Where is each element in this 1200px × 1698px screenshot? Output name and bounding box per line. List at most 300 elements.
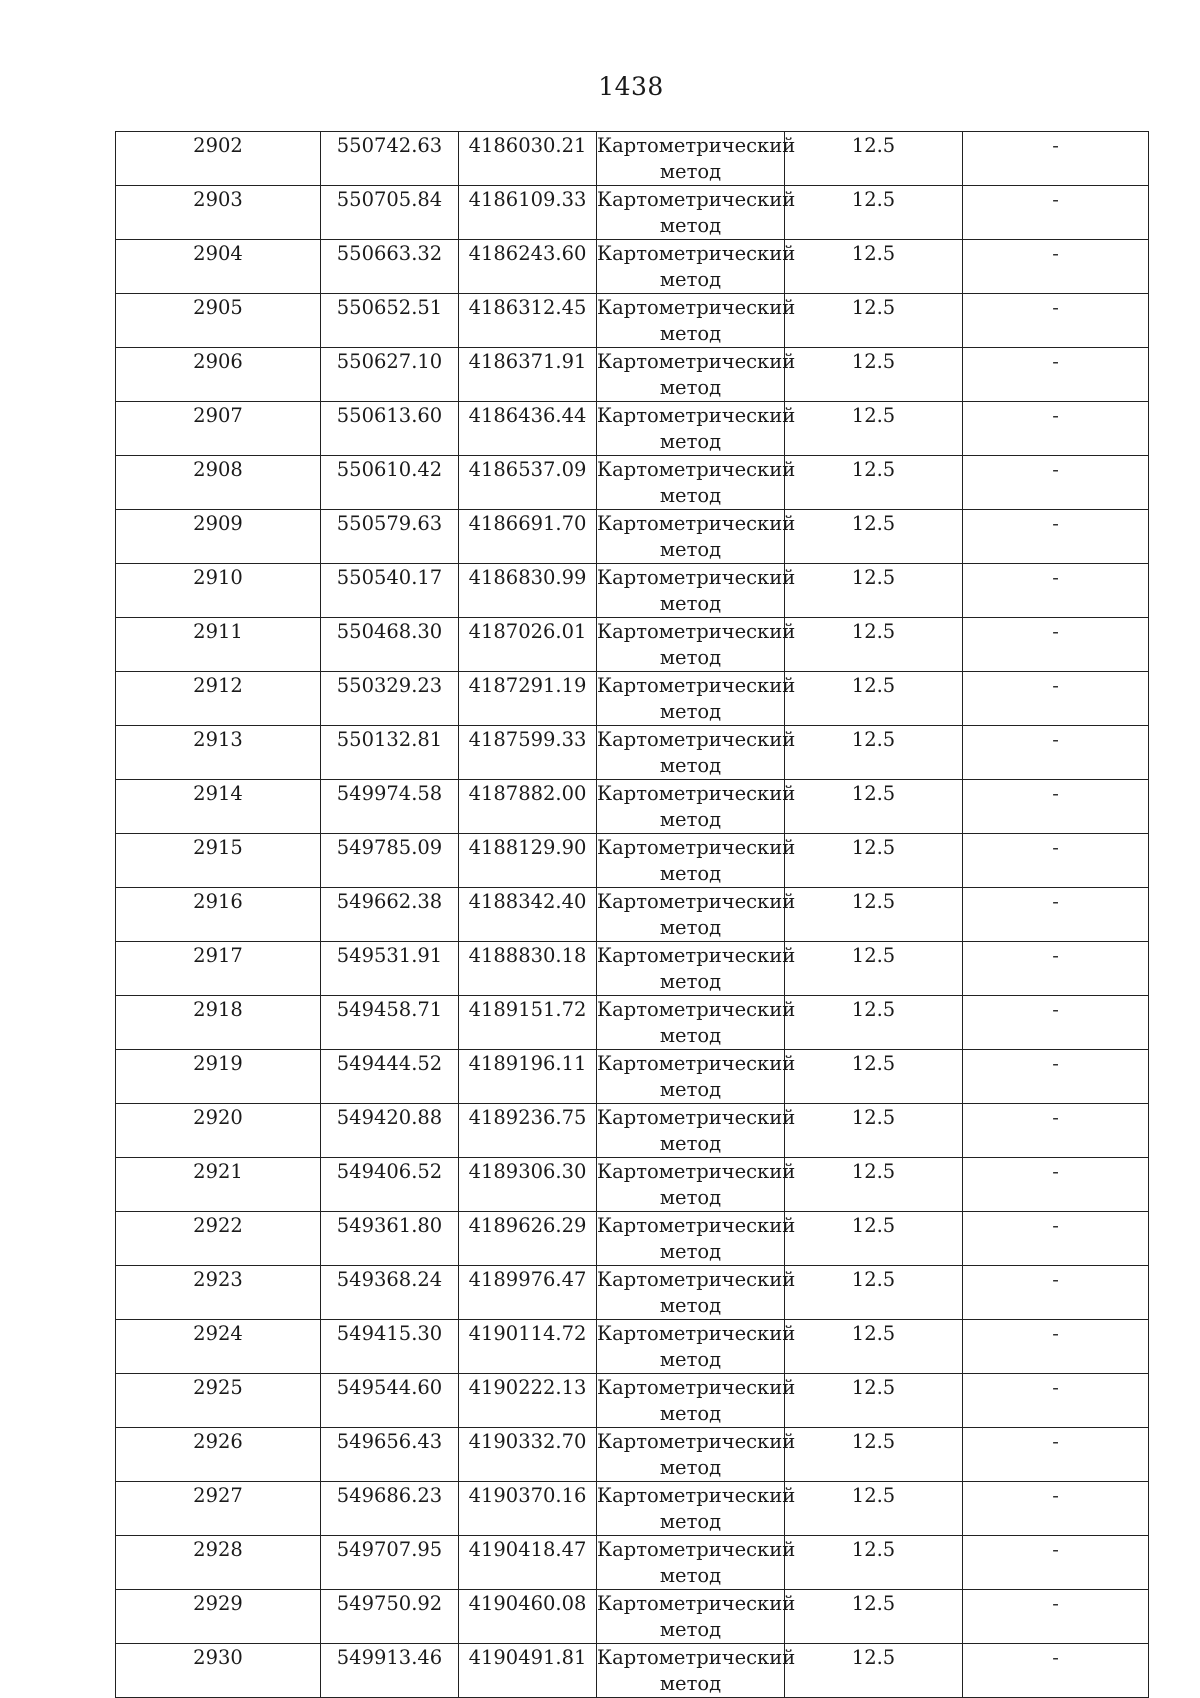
table-row xyxy=(116,1374,1149,1428)
accuracy-cell xyxy=(785,942,963,996)
x-coordinate-cell-text: 550610.42 xyxy=(336,458,443,481)
y-coordinate-cell xyxy=(459,1536,597,1590)
method-cell-text: Картометрический метод xyxy=(597,296,796,345)
point-number-cell-text: 2915 xyxy=(193,836,243,859)
method-cell xyxy=(597,402,796,456)
point-number-cell xyxy=(116,1374,321,1428)
x-coordinate-cell-text: 550132.81 xyxy=(336,728,443,751)
y-coordinate-cell xyxy=(459,672,597,726)
table-row xyxy=(116,348,1149,402)
point-number-cell xyxy=(116,1212,321,1266)
x-coordinate-cell-text: 549656.43 xyxy=(336,1430,443,1453)
point-number-cell xyxy=(116,1050,321,1104)
note-cell xyxy=(963,1266,1149,1320)
accuracy-cell xyxy=(785,240,963,294)
table-row xyxy=(116,186,1149,240)
y-coordinate-cell xyxy=(459,1320,597,1374)
x-coordinate-cell xyxy=(321,1266,459,1320)
method-cell xyxy=(597,1104,796,1158)
y-coordinate-cell-text: 4187599.33 xyxy=(468,728,587,751)
x-coordinate-cell-text: 550705.84 xyxy=(336,188,443,211)
method-cell xyxy=(597,132,796,186)
point-number-cell-text: 2925 xyxy=(193,1376,243,1399)
y-coordinate-cell-text: 4186537.09 xyxy=(468,458,587,481)
accuracy-cell-text: 12.5 xyxy=(851,1160,896,1183)
accuracy-cell-text: 12.5 xyxy=(851,890,896,913)
note-cell xyxy=(963,996,1149,1050)
note-cell-text: - xyxy=(1052,1592,1059,1615)
method-cell xyxy=(597,942,796,996)
method-cell xyxy=(597,240,796,294)
accuracy-cell xyxy=(785,834,963,888)
method-cell-text: Картометрический метод xyxy=(597,458,796,507)
accuracy-cell xyxy=(785,132,963,186)
accuracy-cell xyxy=(785,456,963,510)
table-row xyxy=(116,1320,1149,1374)
point-number-cell-text: 2920 xyxy=(193,1106,243,1129)
method-cell-text: Картометрический метод xyxy=(597,1484,796,1533)
note-cell xyxy=(963,348,1149,402)
accuracy-cell-text: 12.5 xyxy=(851,188,896,211)
accuracy-cell-text: 12.5 xyxy=(851,1376,896,1399)
method-cell-text: Картометрический метод xyxy=(597,1430,796,1479)
note-cell xyxy=(963,1320,1149,1374)
note-cell xyxy=(963,1104,1149,1158)
point-number-cell xyxy=(116,1482,321,1536)
point-number-cell-text: 2916 xyxy=(193,890,243,913)
y-coordinate-cell xyxy=(459,402,597,456)
point-number-cell xyxy=(116,780,321,834)
table-row xyxy=(116,456,1149,510)
x-coordinate-cell-text: 549686.23 xyxy=(336,1484,443,1507)
note-cell-text: - xyxy=(1052,1268,1059,1291)
y-coordinate-cell xyxy=(459,1374,597,1428)
note-cell xyxy=(963,834,1149,888)
y-coordinate-cell xyxy=(459,240,597,294)
point-number-cell-text: 2927 xyxy=(193,1484,243,1507)
method-cell xyxy=(597,888,796,942)
table-row xyxy=(116,564,1149,618)
note-cell xyxy=(963,780,1149,834)
accuracy-cell xyxy=(785,564,963,618)
y-coordinate-cell-text: 4186243.60 xyxy=(468,242,587,265)
y-coordinate-cell-text: 4186312.45 xyxy=(468,296,587,319)
note-cell-text: - xyxy=(1052,1214,1059,1237)
method-cell xyxy=(597,834,796,888)
y-coordinate-cell-text: 4187291.19 xyxy=(468,674,587,697)
accuracy-cell-text: 12.5 xyxy=(851,1646,896,1669)
note-cell-text: - xyxy=(1052,728,1059,751)
table-row xyxy=(116,510,1149,564)
note-cell xyxy=(963,726,1149,780)
method-cell-text: Картометрический метод xyxy=(597,242,796,291)
point-number-cell xyxy=(116,564,321,618)
note-cell xyxy=(963,402,1149,456)
x-coordinate-cell xyxy=(321,132,459,186)
y-coordinate-cell xyxy=(459,1212,597,1266)
method-cell-text: Картометрический метод xyxy=(597,188,796,237)
point-number-cell xyxy=(116,1590,321,1644)
accuracy-cell xyxy=(785,780,963,834)
point-number-cell-text: 2913 xyxy=(193,728,243,751)
method-cell-text: Картометрический метод xyxy=(597,782,796,831)
x-coordinate-cell-text: 549785.09 xyxy=(336,836,443,859)
accuracy-cell-text: 12.5 xyxy=(851,836,896,859)
table-row xyxy=(116,132,1149,186)
note-cell xyxy=(963,294,1149,348)
x-coordinate-cell xyxy=(321,510,459,564)
point-number-cell-text: 2912 xyxy=(193,674,243,697)
note-cell xyxy=(963,1590,1149,1644)
x-coordinate-cell-text: 549707.95 xyxy=(336,1538,443,1561)
point-number-cell-text: 2910 xyxy=(193,566,243,589)
x-coordinate-cell-text: 550742.63 xyxy=(336,134,443,157)
point-number-cell xyxy=(116,996,321,1050)
x-coordinate-cell xyxy=(321,1104,459,1158)
method-cell-text: Картометрический метод xyxy=(597,944,796,993)
table-row xyxy=(116,1536,1149,1590)
point-number-cell-text: 2909 xyxy=(193,512,243,535)
method-cell-text: Картометрический метод xyxy=(597,350,796,399)
method-cell xyxy=(597,564,796,618)
y-coordinate-cell xyxy=(459,1266,597,1320)
coordinates-table xyxy=(115,131,1149,1698)
accuracy-cell-text: 12.5 xyxy=(851,566,896,589)
note-cell-text: - xyxy=(1052,404,1059,427)
method-cell xyxy=(597,672,796,726)
point-number-cell-text: 2929 xyxy=(193,1592,243,1615)
method-cell xyxy=(597,1320,796,1374)
x-coordinate-cell xyxy=(321,402,459,456)
accuracy-cell xyxy=(785,1266,963,1320)
point-number-cell-text: 2917 xyxy=(193,944,243,967)
table-row xyxy=(116,1482,1149,1536)
x-coordinate-cell xyxy=(321,1212,459,1266)
x-coordinate-cell xyxy=(321,672,459,726)
accuracy-cell-text: 12.5 xyxy=(851,1592,896,1615)
note-cell xyxy=(963,1482,1149,1536)
point-number-cell xyxy=(116,186,321,240)
accuracy-cell-text: 12.5 xyxy=(851,1430,896,1453)
y-coordinate-cell-text: 4188830.18 xyxy=(468,944,587,967)
method-cell-text: Картометрический метод xyxy=(597,620,796,669)
y-coordinate-cell xyxy=(459,186,597,240)
method-cell xyxy=(597,510,796,564)
point-number-cell xyxy=(116,1428,321,1482)
point-number-cell-text: 2907 xyxy=(193,404,243,427)
y-coordinate-cell xyxy=(459,618,597,672)
accuracy-cell-text: 12.5 xyxy=(851,134,896,157)
y-coordinate-cell xyxy=(459,942,597,996)
method-cell-text: Картометрический метод xyxy=(597,134,796,183)
x-coordinate-cell-text: 549662.38 xyxy=(336,890,443,913)
note-cell xyxy=(963,1374,1149,1428)
table-row xyxy=(116,240,1149,294)
point-number-cell xyxy=(116,132,321,186)
point-number-cell-text: 2914 xyxy=(193,782,243,805)
y-coordinate-cell-text: 4186109.33 xyxy=(468,188,587,211)
accuracy-cell-text: 12.5 xyxy=(851,1106,896,1129)
point-number-cell-text: 2924 xyxy=(193,1322,243,1345)
x-coordinate-cell-text: 550652.51 xyxy=(336,296,443,319)
point-number-cell-text: 2911 xyxy=(193,620,243,643)
y-coordinate-cell-text: 4190222.13 xyxy=(468,1376,587,1399)
x-coordinate-cell-text: 550627.10 xyxy=(336,350,443,373)
y-coordinate-cell xyxy=(459,726,597,780)
x-coordinate-cell-text: 549531.91 xyxy=(336,944,443,967)
note-cell-text: - xyxy=(1052,1538,1059,1561)
y-coordinate-cell-text: 4189236.75 xyxy=(468,1106,587,1129)
method-cell-text: Картометрический метод xyxy=(597,404,796,453)
accuracy-cell xyxy=(785,1050,963,1104)
method-cell xyxy=(597,1374,796,1428)
method-cell-text: Картометрический метод xyxy=(597,1052,796,1101)
y-coordinate-cell xyxy=(459,132,597,186)
x-coordinate-cell xyxy=(321,564,459,618)
table-row xyxy=(116,1428,1149,1482)
accuracy-cell xyxy=(785,1158,963,1212)
x-coordinate-cell-text: 549361.80 xyxy=(336,1214,443,1237)
method-cell xyxy=(597,1644,796,1698)
x-coordinate-cell-text: 549415.30 xyxy=(336,1322,443,1345)
accuracy-cell-text: 12.5 xyxy=(851,944,896,967)
point-number-cell xyxy=(116,456,321,510)
y-coordinate-cell-text: 4190114.72 xyxy=(468,1322,587,1345)
point-number-cell-text: 2906 xyxy=(193,350,243,373)
x-coordinate-cell xyxy=(321,186,459,240)
y-coordinate-cell xyxy=(459,1482,597,1536)
x-coordinate-cell-text: 549444.52 xyxy=(336,1052,443,1075)
method-cell xyxy=(597,726,796,780)
accuracy-cell xyxy=(785,1536,963,1590)
note-cell-text: - xyxy=(1052,674,1059,697)
table-row xyxy=(116,1050,1149,1104)
x-coordinate-cell xyxy=(321,1050,459,1104)
y-coordinate-cell-text: 4188129.90 xyxy=(468,836,587,859)
x-coordinate-cell xyxy=(321,1158,459,1212)
y-coordinate-cell xyxy=(459,456,597,510)
y-coordinate-cell-text: 4186691.70 xyxy=(468,512,587,535)
point-number-cell xyxy=(116,834,321,888)
y-coordinate-cell xyxy=(459,510,597,564)
accuracy-cell-text: 12.5 xyxy=(851,782,896,805)
note-cell-text: - xyxy=(1052,782,1059,805)
note-cell xyxy=(963,186,1149,240)
accuracy-cell-text: 12.5 xyxy=(851,620,896,643)
table-row xyxy=(116,1104,1149,1158)
accuracy-cell xyxy=(785,186,963,240)
method-cell xyxy=(597,294,796,348)
point-number-cell-text: 2918 xyxy=(193,998,243,1021)
accuracy-cell xyxy=(785,1104,963,1158)
y-coordinate-cell xyxy=(459,1590,597,1644)
note-cell-text: - xyxy=(1052,998,1059,1021)
method-cell-text: Картометрический метод xyxy=(597,1538,796,1587)
table-row xyxy=(116,672,1149,726)
table-row xyxy=(116,1266,1149,1320)
table-row xyxy=(116,1644,1149,1698)
point-number-cell-text: 2926 xyxy=(193,1430,243,1453)
accuracy-cell-text: 12.5 xyxy=(851,512,896,535)
y-coordinate-cell xyxy=(459,1158,597,1212)
x-coordinate-cell xyxy=(321,1590,459,1644)
y-coordinate-cell xyxy=(459,294,597,348)
note-cell-text: - xyxy=(1052,620,1059,643)
note-cell xyxy=(963,888,1149,942)
point-number-cell-text: 2928 xyxy=(193,1538,243,1561)
note-cell-text: - xyxy=(1052,1646,1059,1669)
note-cell-text: - xyxy=(1052,134,1059,157)
method-cell-text: Картометрический метод xyxy=(597,1592,796,1641)
note-cell xyxy=(963,1644,1149,1698)
x-coordinate-cell xyxy=(321,1536,459,1590)
note-cell xyxy=(963,1428,1149,1482)
point-number-cell-text: 2923 xyxy=(193,1268,243,1291)
x-coordinate-cell-text: 550540.17 xyxy=(336,566,443,589)
method-cell xyxy=(597,1212,796,1266)
accuracy-cell-text: 12.5 xyxy=(851,404,896,427)
accuracy-cell xyxy=(785,888,963,942)
y-coordinate-cell xyxy=(459,1428,597,1482)
method-cell-text: Картометрический метод xyxy=(597,836,796,885)
table-row xyxy=(116,618,1149,672)
y-coordinate-cell-text: 4189626.29 xyxy=(468,1214,587,1237)
x-coordinate-cell xyxy=(321,348,459,402)
note-cell xyxy=(963,1536,1149,1590)
accuracy-cell-text: 12.5 xyxy=(851,998,896,1021)
coordinates-table-body xyxy=(116,132,1149,1698)
y-coordinate-cell xyxy=(459,888,597,942)
accuracy-cell xyxy=(785,1320,963,1374)
note-cell-text: - xyxy=(1052,188,1059,211)
method-cell-text: Картометрический метод xyxy=(597,1214,796,1263)
x-coordinate-cell-text: 549750.92 xyxy=(336,1592,443,1615)
table-row xyxy=(116,942,1149,996)
y-coordinate-cell xyxy=(459,348,597,402)
x-coordinate-cell-text: 549368.24 xyxy=(336,1268,443,1291)
x-coordinate-cell xyxy=(321,618,459,672)
point-number-cell xyxy=(116,1320,321,1374)
note-cell xyxy=(963,132,1149,186)
method-cell xyxy=(597,1590,796,1644)
y-coordinate-cell-text: 4186030.21 xyxy=(468,134,587,157)
table-row xyxy=(116,780,1149,834)
accuracy-cell xyxy=(785,1212,963,1266)
table-row xyxy=(116,1158,1149,1212)
x-coordinate-cell-text: 549420.88 xyxy=(336,1106,443,1129)
x-coordinate-cell-text: 550329.23 xyxy=(336,674,443,697)
point-number-cell xyxy=(116,726,321,780)
accuracy-cell xyxy=(785,1590,963,1644)
x-coordinate-cell-text: 550579.63 xyxy=(336,512,443,535)
point-number-cell xyxy=(116,618,321,672)
x-coordinate-cell xyxy=(321,888,459,942)
note-cell-text: - xyxy=(1052,566,1059,589)
table-row xyxy=(116,294,1149,348)
method-cell-text: Картометрический метод xyxy=(597,512,796,561)
y-coordinate-cell-text: 4187026.01 xyxy=(468,620,587,643)
accuracy-cell-text: 12.5 xyxy=(851,1052,896,1075)
accuracy-cell xyxy=(785,1644,963,1698)
accuracy-cell-text: 12.5 xyxy=(851,1538,896,1561)
accuracy-cell-text: 12.5 xyxy=(851,296,896,319)
note-cell-text: - xyxy=(1052,890,1059,913)
x-coordinate-cell xyxy=(321,726,459,780)
y-coordinate-cell-text: 4186830.99 xyxy=(468,566,587,589)
method-cell-text: Картометрический метод xyxy=(597,1646,796,1695)
y-coordinate-cell-text: 4190460.08 xyxy=(468,1592,587,1615)
point-number-cell xyxy=(116,294,321,348)
point-number-cell xyxy=(116,1644,321,1698)
method-cell-text: Картометрический метод xyxy=(597,566,796,615)
method-cell xyxy=(597,456,796,510)
accuracy-cell xyxy=(785,510,963,564)
point-number-cell xyxy=(116,1158,321,1212)
note-cell-text: - xyxy=(1052,1376,1059,1399)
y-coordinate-cell-text: 4189196.11 xyxy=(468,1052,587,1075)
point-number-cell xyxy=(116,1104,321,1158)
method-cell xyxy=(597,780,796,834)
method-cell-text: Картометрический метод xyxy=(597,1268,796,1317)
x-coordinate-cell-text: 549913.46 xyxy=(336,1646,443,1669)
x-coordinate-cell xyxy=(321,942,459,996)
accuracy-cell xyxy=(785,348,963,402)
point-number-cell xyxy=(116,888,321,942)
accuracy-cell xyxy=(785,294,963,348)
point-number-cell-text: 2922 xyxy=(193,1214,243,1237)
note-cell xyxy=(963,1050,1149,1104)
y-coordinate-cell xyxy=(459,564,597,618)
method-cell-text: Картометрический метод xyxy=(597,728,796,777)
note-cell xyxy=(963,1158,1149,1212)
point-number-cell xyxy=(116,1266,321,1320)
note-cell-text: - xyxy=(1052,512,1059,535)
point-number-cell xyxy=(116,510,321,564)
method-cell-text: Картометрический метод xyxy=(597,1376,796,1425)
x-coordinate-cell-text: 549458.71 xyxy=(336,998,443,1021)
accuracy-cell-text: 12.5 xyxy=(851,1268,896,1291)
table-row xyxy=(116,1590,1149,1644)
note-cell-text: - xyxy=(1052,1322,1059,1345)
point-number-cell-text: 2919 xyxy=(193,1052,243,1075)
method-cell xyxy=(597,618,796,672)
y-coordinate-cell xyxy=(459,996,597,1050)
note-cell-text: - xyxy=(1052,944,1059,967)
accuracy-cell-text: 12.5 xyxy=(851,1322,896,1345)
point-number-cell-text: 2930 xyxy=(193,1646,243,1669)
table-row xyxy=(116,726,1149,780)
x-coordinate-cell xyxy=(321,834,459,888)
x-coordinate-cell xyxy=(321,996,459,1050)
accuracy-cell xyxy=(785,1482,963,1536)
point-number-cell xyxy=(116,402,321,456)
note-cell xyxy=(963,456,1149,510)
y-coordinate-cell-text: 4189976.47 xyxy=(468,1268,587,1291)
accuracy-cell-text: 12.5 xyxy=(851,728,896,751)
point-number-cell-text: 2904 xyxy=(193,242,243,265)
x-coordinate-cell xyxy=(321,240,459,294)
y-coordinate-cell xyxy=(459,1050,597,1104)
method-cell xyxy=(597,186,796,240)
accuracy-cell xyxy=(785,726,963,780)
x-coordinate-cell xyxy=(321,456,459,510)
accuracy-cell xyxy=(785,996,963,1050)
point-number-cell-text: 2905 xyxy=(193,296,243,319)
method-cell xyxy=(597,1266,796,1320)
accuracy-cell-text: 12.5 xyxy=(851,1484,896,1507)
method-cell-text: Картометрический метод xyxy=(597,998,796,1047)
note-cell-text: - xyxy=(1052,1430,1059,1453)
